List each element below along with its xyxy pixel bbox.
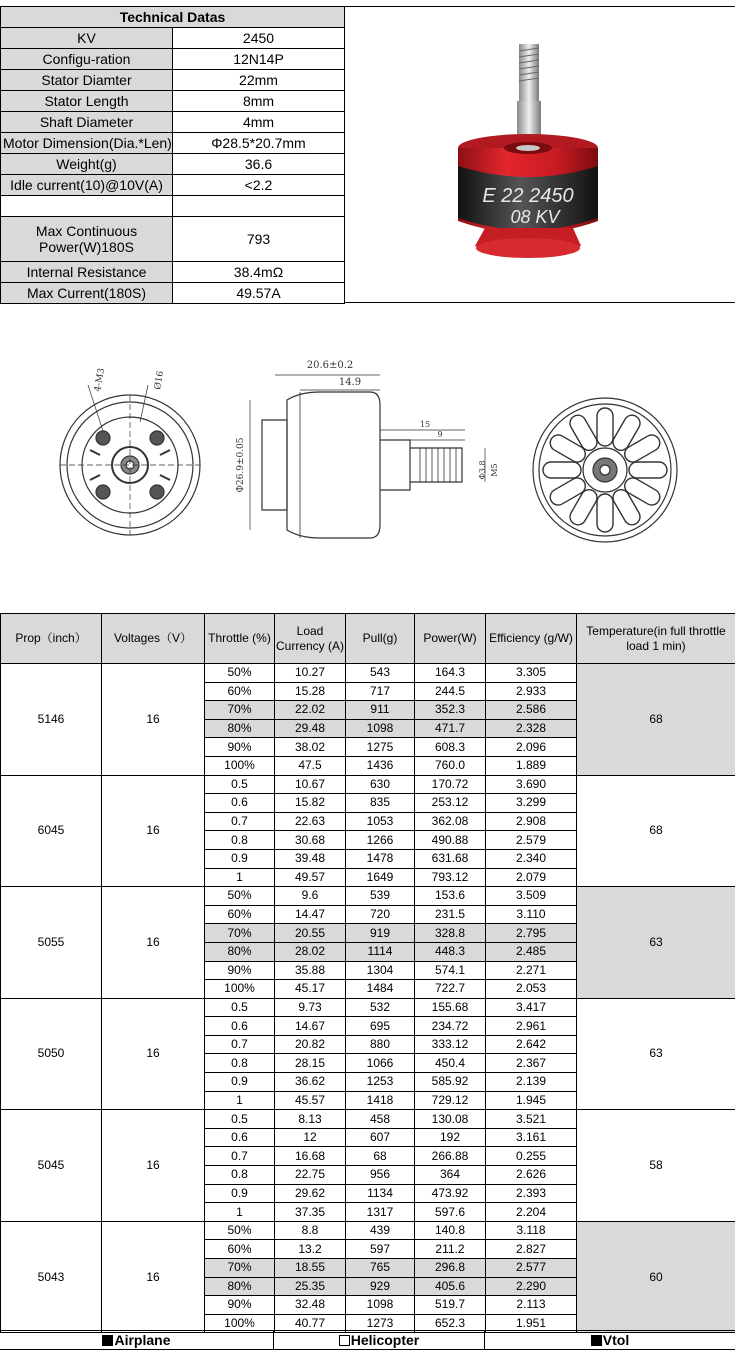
load-current-cell: 45.57 <box>275 1091 346 1110</box>
spec-label: Max Continuous Power(W)180S <box>1 217 173 262</box>
spec-label: Idle current(10)@10V(A) <box>1 175 173 196</box>
throttle-cell: 80% <box>205 1277 275 1296</box>
load-current-cell: 8.13 <box>275 1110 346 1129</box>
power-cell: 722.7 <box>415 980 486 999</box>
prop-cell: 5043 <box>1 1221 102 1333</box>
throttle-cell: 0.9 <box>205 1073 275 1092</box>
load-current-cell: 10.67 <box>275 775 346 794</box>
load-current-cell: 29.62 <box>275 1184 346 1203</box>
throttle-cell: 0.6 <box>205 794 275 813</box>
petal-slot <box>597 408 613 446</box>
dim-thread: 9 <box>437 430 443 439</box>
power-cell: 608.3 <box>415 738 486 757</box>
throttle-cell: 0.8 <box>205 1054 275 1073</box>
pull-cell: 1066 <box>346 1054 415 1073</box>
performance-table <box>0 613 735 1333</box>
spec-value: 793 <box>173 217 345 262</box>
load-current-cell: 20.55 <box>275 924 346 943</box>
table-row <box>1 1221 735 1240</box>
load-current-cell: 22.75 <box>275 1166 346 1185</box>
pull-cell: 1053 <box>346 812 415 831</box>
legend-bar <box>0 1330 735 1350</box>
pull-cell: 919 <box>346 924 415 943</box>
power-cell: 450.4 <box>415 1054 486 1073</box>
throttle-cell: 70% <box>205 701 275 720</box>
voltage-cell: 16 <box>102 887 205 999</box>
throttle-cell: 0.8 <box>205 831 275 850</box>
throttle-cell: 50% <box>205 664 275 683</box>
temperature-cell: 60 <box>577 1221 735 1333</box>
efficiency-cell: 2.367 <box>486 1054 577 1073</box>
throttle-cell: 0.5 <box>205 775 275 794</box>
petal-slot <box>610 412 643 453</box>
efficiency-cell: 2.485 <box>486 942 577 961</box>
throttle-cell: 1 <box>205 868 275 887</box>
load-current-cell: 36.62 <box>275 1073 346 1092</box>
load-current-cell: 30.68 <box>275 831 346 850</box>
load-current-cell: 12 <box>275 1128 346 1147</box>
pull-cell: 956 <box>346 1166 415 1185</box>
throttle-cell: 0.6 <box>205 1017 275 1036</box>
pull-cell: 929 <box>346 1277 415 1296</box>
throttle-cell: 0.7 <box>205 1035 275 1054</box>
pull-cell: 911 <box>346 701 415 720</box>
efficiency-cell: 2.271 <box>486 961 577 980</box>
efficiency-cell: 2.908 <box>486 812 577 831</box>
efficiency-cell: 3.299 <box>486 794 577 813</box>
prop-cell: 5146 <box>1 664 102 776</box>
bottom-view-drawing <box>533 398 677 542</box>
thread-label: M5 <box>490 463 499 477</box>
spec-label: Motor Dimension(Dia.*Len) <box>1 133 173 154</box>
throttle-cell: 0.5 <box>205 998 275 1017</box>
pull-cell: 532 <box>346 998 415 1017</box>
load-current-cell: 10.27 <box>275 664 346 683</box>
label-circle: Ø16 <box>153 370 167 391</box>
power-cell: 574.1 <box>415 961 486 980</box>
spec-value: Φ28.5*20.7mm <box>173 133 345 154</box>
efficiency-cell: 3.118 <box>486 1221 577 1240</box>
legend-label: Airplane <box>114 1332 171 1348</box>
dim-body: 14.9 <box>338 377 362 388</box>
header-voltages: Voltages（V） <box>102 614 205 664</box>
efficiency-cell: 2.795 <box>486 924 577 943</box>
throttle-cell: 0.7 <box>205 812 275 831</box>
spec-label: Stator Diamter <box>1 70 173 91</box>
efficiency-cell: 2.328 <box>486 719 577 738</box>
throttle-cell: 50% <box>205 1221 275 1240</box>
temperature-cell: 68 <box>577 775 735 887</box>
spec-value: 4mm <box>173 112 345 133</box>
photo-text-1: E 22 2450 <box>482 185 574 207</box>
throttle-cell: 90% <box>205 1296 275 1315</box>
throttle-cell: 100% <box>205 980 275 999</box>
efficiency-cell: 3.521 <box>486 1110 577 1129</box>
petal-slot <box>547 475 588 508</box>
power-cell: 140.8 <box>415 1221 486 1240</box>
efficiency-cell: 3.161 <box>486 1128 577 1147</box>
load-current-cell: 47.5 <box>275 756 346 775</box>
petal-slot <box>622 432 663 465</box>
power-cell: 652.3 <box>415 1314 486 1333</box>
spec-value: 12N14P <box>173 49 345 70</box>
power-cell: 328.8 <box>415 924 486 943</box>
header-load-current: Load Currency (A) <box>275 614 346 664</box>
table-row <box>1 664 735 683</box>
spec-label: Stator Length <box>1 91 173 112</box>
pull-cell: 1275 <box>346 738 415 757</box>
power-cell: 170.72 <box>415 775 486 794</box>
technical-drawings <box>0 330 735 590</box>
load-current-cell: 14.47 <box>275 905 346 924</box>
spec-label: Configu-ration <box>1 49 173 70</box>
table-row <box>1 1110 735 1129</box>
efficiency-cell: 2.827 <box>486 1240 577 1259</box>
load-current-cell: 9.73 <box>275 998 346 1017</box>
efficiency-cell: 2.290 <box>486 1277 577 1296</box>
pull-cell: 597 <box>346 1240 415 1259</box>
power-cell: 164.3 <box>415 664 486 683</box>
petal-slot <box>610 487 643 528</box>
spec-value: <2.2 <box>173 175 345 196</box>
side-view-drawing <box>250 375 485 538</box>
power-cell: 153.6 <box>415 887 486 906</box>
throttle-cell: 0.7 <box>205 1147 275 1166</box>
prop-cell: 6045 <box>1 775 102 887</box>
voltage-cell: 16 <box>102 1110 205 1222</box>
power-cell: 130.08 <box>415 1110 486 1129</box>
power-cell: 585.92 <box>415 1073 486 1092</box>
temperature-cell: 68 <box>577 664 735 776</box>
efficiency-cell: 3.417 <box>486 998 577 1017</box>
pull-cell: 1273 <box>346 1314 415 1333</box>
legend-label: Helicopter <box>350 1332 420 1348</box>
throttle-cell: 1 <box>205 1091 275 1110</box>
pull-cell: 439 <box>346 1221 415 1240</box>
header-prop: Prop（inch） <box>1 614 102 664</box>
load-current-cell: 14.67 <box>275 1017 346 1036</box>
load-current-cell: 18.55 <box>275 1259 346 1278</box>
throttle-cell: 0.9 <box>205 1184 275 1203</box>
table-row <box>1 887 735 906</box>
load-current-cell: 20.82 <box>275 1035 346 1054</box>
spec-value: 22mm <box>173 70 345 91</box>
pull-cell: 1134 <box>346 1184 415 1203</box>
spec-value: 8mm <box>173 91 345 112</box>
load-current-cell: 8.8 <box>275 1221 346 1240</box>
efficiency-cell: 2.933 <box>486 682 577 701</box>
power-cell: 253.12 <box>415 794 486 813</box>
power-cell: 192 <box>415 1128 486 1147</box>
voltage-cell: 16 <box>102 1221 205 1333</box>
prop-cell: 5055 <box>1 887 102 999</box>
efficiency-cell: 1.951 <box>486 1314 577 1333</box>
power-cell: 490.88 <box>415 831 486 850</box>
throttle-cell: 0.9 <box>205 849 275 868</box>
efficiency-cell: 3.690 <box>486 775 577 794</box>
voltage-cell: 16 <box>102 998 205 1110</box>
prop-cell: 5045 <box>1 1110 102 1222</box>
spec-label: Weight(g) <box>1 154 173 175</box>
power-cell: 448.3 <box>415 942 486 961</box>
power-cell: 234.72 <box>415 1017 486 1036</box>
pull-cell: 717 <box>346 682 415 701</box>
load-current-cell: 32.48 <box>275 1296 346 1315</box>
load-current-cell: 39.48 <box>275 849 346 868</box>
temperature-cell: 63 <box>577 887 735 999</box>
efficiency-cell: 2.393 <box>486 1184 577 1203</box>
power-cell: 631.68 <box>415 849 486 868</box>
dim-total: 20.6±0.2 <box>306 360 354 371</box>
pull-cell: 1317 <box>346 1203 415 1222</box>
legend-item-helicopter <box>274 1331 485 1349</box>
power-cell: 352.3 <box>415 701 486 720</box>
efficiency-cell: 2.079 <box>486 868 577 887</box>
pull-cell: 1098 <box>346 719 415 738</box>
dim-shaft-dia: Φ3.8 <box>478 460 487 480</box>
pull-cell: 458 <box>346 1110 415 1129</box>
load-current-cell: 35.88 <box>275 961 346 980</box>
legend-label: Vtol <box>602 1332 630 1348</box>
power-cell: 231.5 <box>415 905 486 924</box>
efficiency-cell: 2.642 <box>486 1035 577 1054</box>
throttle-cell: 100% <box>205 1314 275 1333</box>
spec-label: KV <box>1 28 173 49</box>
pull-cell: 630 <box>346 775 415 794</box>
efficiency-cell: 3.110 <box>486 905 577 924</box>
temperature-cell: 63 <box>577 998 735 1110</box>
table-row <box>1 775 735 794</box>
pull-cell: 1436 <box>346 756 415 775</box>
throttle-cell: 90% <box>205 738 275 757</box>
power-cell: 405.6 <box>415 1277 486 1296</box>
load-current-cell: 22.02 <box>275 701 346 720</box>
header-pull: Pull(g) <box>346 614 415 664</box>
efficiency-cell: 2.579 <box>486 831 577 850</box>
throttle-cell: 0.8 <box>205 1166 275 1185</box>
load-current-cell: 45.17 <box>275 980 346 999</box>
petal-slot <box>547 432 588 465</box>
load-current-cell: 13.2 <box>275 1240 346 1259</box>
efficiency-cell: 2.577 <box>486 1259 577 1278</box>
power-cell: 296.8 <box>415 1259 486 1278</box>
pull-cell: 1114 <box>346 942 415 961</box>
pull-cell: 1304 <box>346 961 415 980</box>
power-cell: 244.5 <box>415 682 486 701</box>
throttle-cell: 0.6 <box>205 1128 275 1147</box>
efficiency-cell: 2.626 <box>486 1166 577 1185</box>
efficiency-cell: 2.139 <box>486 1073 577 1092</box>
power-cell: 473.92 <box>415 1184 486 1203</box>
throttle-cell: 50% <box>205 887 275 906</box>
efficiency-cell: 2.113 <box>486 1296 577 1315</box>
header-temperature: Temperature(in full throttle load 1 min) <box>577 614 735 664</box>
load-current-cell: 15.28 <box>275 682 346 701</box>
header-throttle: Throttle (%) <box>205 614 275 664</box>
load-current-cell: 15.82 <box>275 794 346 813</box>
legend-item-vtol <box>485 1331 735 1349</box>
empty-square-icon <box>339 1335 350 1346</box>
power-cell: 597.6 <box>415 1203 486 1222</box>
pull-cell: 1478 <box>346 849 415 868</box>
efficiency-cell: 3.305 <box>486 664 577 683</box>
petal-slot <box>622 475 663 508</box>
temperature-cell: 58 <box>577 1110 735 1222</box>
pull-cell: 695 <box>346 1017 415 1036</box>
spec-value-empty <box>173 196 345 217</box>
filled-square-icon <box>591 1335 602 1346</box>
power-cell: 729.12 <box>415 1091 486 1110</box>
efficiency-cell: 3.509 <box>486 887 577 906</box>
prop-cell: 5050 <box>1 998 102 1110</box>
load-current-cell: 25.35 <box>275 1277 346 1296</box>
pull-cell: 68 <box>346 1147 415 1166</box>
power-cell: 211.2 <box>415 1240 486 1259</box>
spec-label-empty <box>1 196 173 217</box>
pull-cell: 1418 <box>346 1091 415 1110</box>
pull-cell: 1253 <box>346 1073 415 1092</box>
load-current-cell: 29.48 <box>275 719 346 738</box>
power-cell: 333.12 <box>415 1035 486 1054</box>
throttle-cell: 0.5 <box>205 1110 275 1129</box>
dim-dia: Φ26.9±0.05 <box>236 437 246 493</box>
efficiency-cell: 2.204 <box>486 1203 577 1222</box>
throttle-cell: 60% <box>205 1240 275 1259</box>
spec-label: Internal Resistance <box>1 262 173 283</box>
efficiency-cell: 1.945 <box>486 1091 577 1110</box>
pull-cell: 1649 <box>346 868 415 887</box>
header-efficiency: Efficiency (g/W) <box>486 614 577 664</box>
pull-cell: 1098 <box>346 1296 415 1315</box>
load-current-cell: 9.6 <box>275 887 346 906</box>
petal-slot <box>543 462 581 478</box>
petal-slot <box>567 412 600 453</box>
spec-value: 36.6 <box>173 154 345 175</box>
pull-cell: 1266 <box>346 831 415 850</box>
pull-cell: 880 <box>346 1035 415 1054</box>
petal-slot <box>597 494 613 532</box>
pull-cell: 765 <box>346 1259 415 1278</box>
front-view-drawing <box>60 385 200 535</box>
efficiency-cell: 0.255 <box>486 1147 577 1166</box>
load-current-cell: 28.15 <box>275 1054 346 1073</box>
petal-slot <box>629 462 667 478</box>
load-current-cell: 38.02 <box>275 738 346 757</box>
efficiency-cell: 2.586 <box>486 701 577 720</box>
pull-cell: 539 <box>346 887 415 906</box>
power-cell: 362.08 <box>415 812 486 831</box>
motor-photo <box>345 6 735 303</box>
pull-cell: 835 <box>346 794 415 813</box>
photo-text-2: 08 KV <box>510 207 560 227</box>
power-cell: 155.68 <box>415 998 486 1017</box>
power-cell: 364 <box>415 1166 486 1185</box>
voltage-cell: 16 <box>102 775 205 887</box>
spec-value: 49.57A <box>173 283 345 304</box>
table-row <box>1 998 735 1017</box>
spec-value: 2450 <box>173 28 345 49</box>
throttle-cell: 60% <box>205 905 275 924</box>
spec-table <box>0 6 345 304</box>
throttle-cell: 70% <box>205 924 275 943</box>
load-current-cell: 28.02 <box>275 942 346 961</box>
power-cell: 471.7 <box>415 719 486 738</box>
throttle-cell: 90% <box>205 961 275 980</box>
power-cell: 266.88 <box>415 1147 486 1166</box>
power-cell: 793.12 <box>415 868 486 887</box>
petal-slot <box>567 487 600 528</box>
throttle-cell: 60% <box>205 682 275 701</box>
throttle-cell: 80% <box>205 719 275 738</box>
throttle-cell: 1 <box>205 1203 275 1222</box>
pull-cell: 543 <box>346 664 415 683</box>
pull-cell: 607 <box>346 1128 415 1147</box>
load-current-cell: 16.68 <box>275 1147 346 1166</box>
label-holes: 4-M3 <box>93 367 108 393</box>
efficiency-cell: 2.053 <box>486 980 577 999</box>
throttle-cell: 100% <box>205 756 275 775</box>
efficiency-cell: 2.096 <box>486 738 577 757</box>
header-power: Power(W) <box>415 614 486 664</box>
legend-item-airplane <box>0 1331 274 1349</box>
throttle-cell: 70% <box>205 1259 275 1278</box>
filled-square-icon <box>102 1335 113 1346</box>
efficiency-cell: 2.961 <box>486 1017 577 1036</box>
spec-label: Shaft Diameter <box>1 112 173 133</box>
pull-cell: 720 <box>346 905 415 924</box>
throttle-cell: 80% <box>205 942 275 961</box>
efficiency-cell: 1.889 <box>486 756 577 775</box>
pull-cell: 1484 <box>346 980 415 999</box>
spec-title: Technical Datas <box>1 7 345 28</box>
load-current-cell: 22.63 <box>275 812 346 831</box>
performance-body <box>1 664 735 1333</box>
load-current-cell: 49.57 <box>275 868 346 887</box>
load-current-cell: 40.77 <box>275 1314 346 1333</box>
power-cell: 760.0 <box>415 756 486 775</box>
load-current-cell: 37.35 <box>275 1203 346 1222</box>
power-cell: 519.7 <box>415 1296 486 1315</box>
spec-label: Max Current(180S) <box>1 283 173 304</box>
efficiency-cell: 2.340 <box>486 849 577 868</box>
voltage-cell: 16 <box>102 664 205 776</box>
dim-shaft: 15 <box>419 420 431 429</box>
spec-value: 38.4mΩ <box>173 262 345 283</box>
